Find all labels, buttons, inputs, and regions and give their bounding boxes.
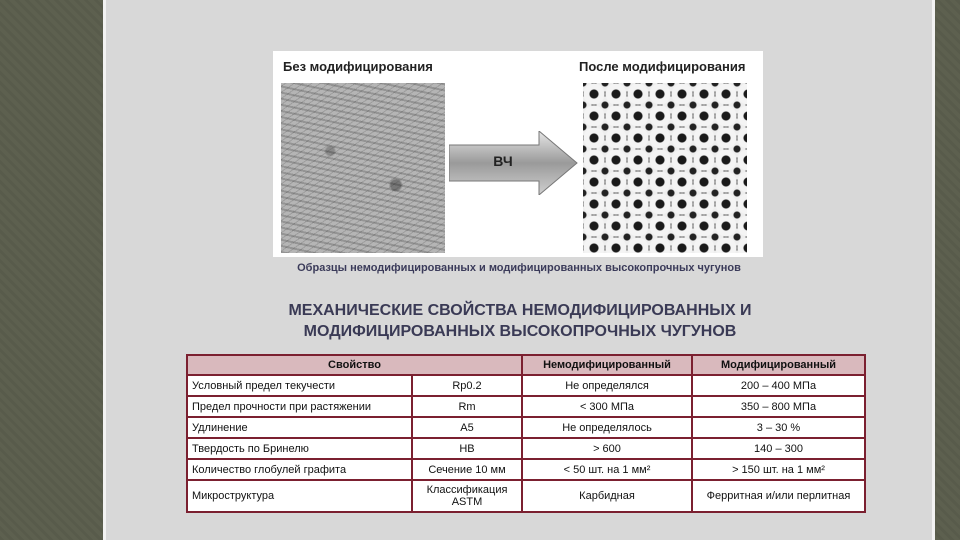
- table-row: [188, 481, 864, 511]
- cell-symbol: A5: [413, 418, 521, 437]
- header-unmodified: Немодифицированный: [523, 356, 691, 374]
- cell-symbol: Rp0.2: [413, 376, 521, 395]
- modified-microstructure-image: [583, 83, 747, 253]
- cell-unmodified: > 600: [523, 439, 691, 458]
- cell-modified: 140 – 300: [693, 439, 864, 458]
- cell-unmodified: < 50 шт. на 1 мм²: [523, 460, 691, 479]
- properties-table: [186, 354, 866, 513]
- cell-unmodified: Не определялся: [523, 376, 691, 395]
- cell-property: Микроструктура: [188, 481, 411, 511]
- microstructure-figure: [273, 51, 763, 257]
- cell-modified: 200 – 400 МПа: [693, 376, 864, 395]
- heading-line-1: МЕХАНИЧЕСКИЕ СВОЙСТВА НЕМОДИФИЦИРОВАННЫХ И: [288, 302, 752, 319]
- left-image-label: Без модифицирования: [283, 59, 433, 74]
- cell-symbol: Rm: [413, 397, 521, 416]
- section-heading: [200, 300, 840, 342]
- cell-property: Предел прочности при растяжении: [188, 397, 411, 416]
- table-header-row: [188, 356, 864, 374]
- cell-unmodified: Карбидная: [523, 481, 691, 511]
- header-modified: Модифицированный: [693, 356, 864, 374]
- cell-modified: Ферритная и/или перлитная: [693, 481, 864, 511]
- arrow-label: ВЧ: [493, 153, 513, 169]
- cell-unmodified: < 300 МПа: [523, 397, 691, 416]
- figure-caption: Образцы немодифицированных и модифицированных высокопрочных чугунов: [297, 262, 741, 274]
- table-row: [188, 439, 864, 458]
- arrow-icon: [449, 131, 579, 195]
- cell-symbol: Сечение 10 мм: [413, 460, 521, 479]
- unmodified-microstructure-image: [281, 83, 445, 253]
- cell-modified: > 150 шт. на 1 мм²: [693, 460, 864, 479]
- cell-property: Количество глобулей графита: [188, 460, 411, 479]
- cell-property: Твердость по Бринелю: [188, 439, 411, 458]
- cell-symbol: HB: [413, 439, 521, 458]
- table-row: [188, 418, 864, 437]
- cell-modified: 350 – 800 МПа: [693, 397, 864, 416]
- cell-symbol: Классификация ASTM: [413, 481, 521, 511]
- table-row: [188, 460, 864, 479]
- table-row: [188, 376, 864, 395]
- cell-property: Условный предел текучести: [188, 376, 411, 395]
- table-row: [188, 397, 864, 416]
- cell-unmodified: Не определялось: [523, 418, 691, 437]
- cell-property: Удлинение: [188, 418, 411, 437]
- right-image-label: После модифицирования: [579, 59, 746, 74]
- header-property: Свойство: [188, 356, 521, 374]
- heading-line-2: МОДИФИЦИРОВАННЫХ ВЫСОКОПРОЧНЫХ ЧУГУНОВ: [303, 323, 737, 340]
- cell-modified: 3 – 30 %: [693, 418, 864, 437]
